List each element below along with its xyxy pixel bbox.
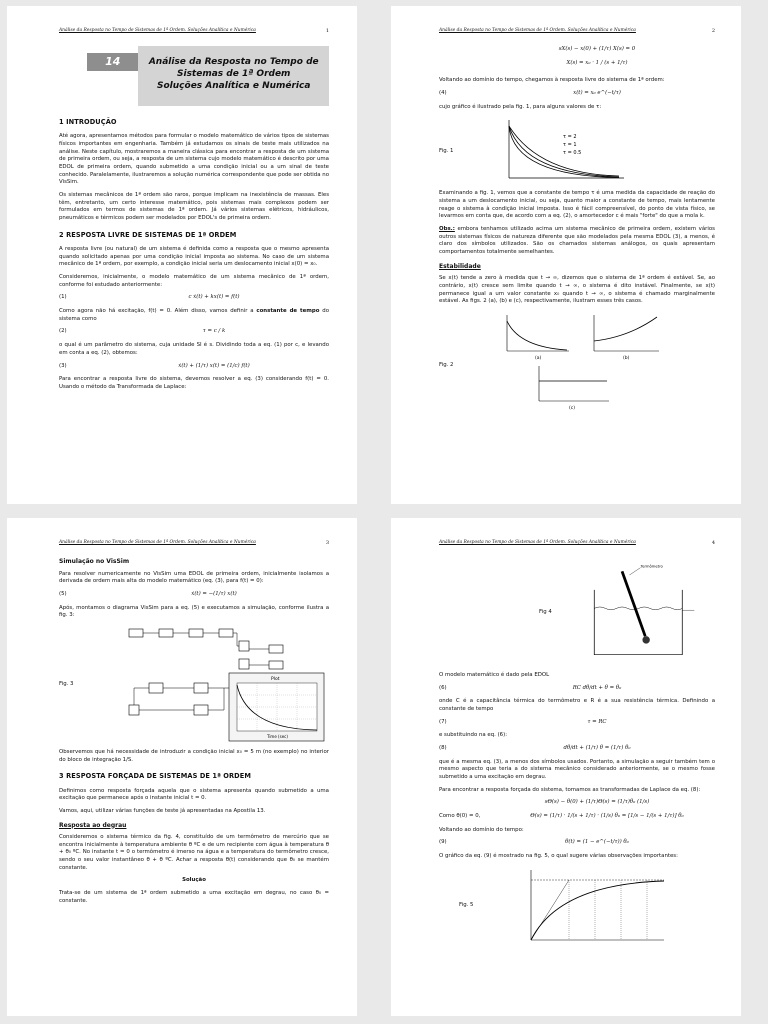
equation: (6) RC dθ/dt + θ = θ₀ xyxy=(439,684,622,691)
running-header: Análise da Resposta no Tempo de Sistemas de 1ª Ordem. Soluções Analítica e Numérica 2 xyxy=(439,28,715,34)
equation: sX(s) − x(0) + (1/τ) X(s) = 0 xyxy=(558,46,636,52)
figure-label: Termômetro xyxy=(640,564,664,569)
paragraph: Observemos que há necessidade de introduzir a condição inicial x₀ = 5 m (no exemplo) no interior do bloco de integração 1/S. xyxy=(59,748,329,763)
paragraph: o qual é um parâmetro do sistema, cuja unidade SI é s. Dividindo toda a eq. (1) por c, e levando em conta a eq. (2), obtemos: xyxy=(59,342,329,356)
page-number: 2 xyxy=(711,28,715,34)
paragraph: e substituindo na eq. (6): xyxy=(439,732,508,739)
legend-label: τ = 2 xyxy=(563,134,577,141)
paragraph: Para encontrar a resposta forçada do sistema, tomamos as transformadas de Laplace da eq. (8): xyxy=(439,786,701,793)
paragraph: Voltando ao domínio do tempo: xyxy=(439,826,524,833)
running-header: Análise da Resposta no Tempo de Sistemas de 1ª Ordem. Soluções Analítica e Numérica 1 xyxy=(59,28,329,34)
section-heading: 2 RESPOSTA LIVRE DE SISTEMAS DE 1ª ORDEM xyxy=(59,230,237,239)
figure-3: Fig. 3 Plot Time (sec) xyxy=(59,625,329,745)
figure-caption: (a) xyxy=(535,355,542,361)
decay-curves-figure xyxy=(499,116,629,186)
unstable-plot xyxy=(594,315,659,361)
subsection-heading: Resposta ao degrau xyxy=(59,821,127,829)
figure-1: Fig. 1 τ = 2 τ = 1 τ = 0.5 xyxy=(439,116,715,186)
paragraph: Se x(t) tende a zero à medida que t → ∞, dizemos que o sistema de 1ª ordem é estável. Se, ao contrário, x(t) cresce sem limite quando t → ∞, o sistema é dito instável. Finalmente, se x(t) permanece igual a um valor constante x₀ quando t → ∞, o sistema é chamado marginalmente estável. As figs. 2 (a), (b) e (c), respectivamente, ilustram esses três casos. xyxy=(439,275,715,305)
running-header: Análise da Resposta no Tempo de Sistemas de 1ª Ordem. Soluções Analítica e Numérica 3 xyxy=(59,540,329,546)
equation: (2) τ = c / k xyxy=(59,328,226,335)
section-heading: 3 RESPOSTA FORÇADA DE SISTEMAS DE 1ª ORDEM xyxy=(59,772,252,781)
paragraph: Para resolver numericamente no VisSim uma EDOL de primeira ordem, inicialmente isolamos a derivada de ordem mais alta do modelo matemático (eq. (3), para f(t) = 0): xyxy=(59,570,329,585)
paragraph: Obs.: embora tenhamos utilizado acima um sistema mecânico de primeira ordem, existem vários outros sistemas físicos de natureza diferente que são modelados pela mesma EDOL (3), a menos, é claro dos símbolos utilizados. São os chamados sistemas análogos, os quais apresentam comportamentos totalmente semelhantes. xyxy=(439,226,715,256)
figure-4: Fig 4 Termômetro xyxy=(439,558,715,668)
marginal-plot xyxy=(539,366,609,411)
paragraph: Como agora não há excitação, f(t) = 0. Além disso, vamos definir a constante de tempo do sistema como xyxy=(59,308,330,322)
plot-window xyxy=(229,673,324,741)
paragraph: Trata-se de um sistema de 1ª ordem submetido a uma excitação em degrau, no caso θ₀ = constante. xyxy=(59,890,329,904)
paragraph: Consideremos, inicialmente, o modelo matemático de um sistema mecânico de 1ª ordem, conforme foi estudado anteriormente: xyxy=(59,274,329,288)
document-page-4 xyxy=(391,518,741,1016)
vissim-diagram xyxy=(119,625,329,745)
page-number: 3 xyxy=(325,540,329,546)
step-response-figure xyxy=(519,866,669,946)
figure-5: Fig. 5 xyxy=(439,866,715,946)
figure-caption: (c) xyxy=(569,405,575,411)
paragraph: O modelo matemático é dado pela EDOL xyxy=(439,672,550,678)
legend-label: τ = 1 xyxy=(563,142,577,149)
paragraph: A resposta livre (ou natural) de um sistema é definida como a resposta que o mesmo apresenta quando solicitado apenas por uma condição inicial imposta ao sistema. No caso de um sistema mecânico de 1ª ordem, por exemplo, a condição inicial seria um deslocamento inicial x(0) = x₀. xyxy=(59,246,329,268)
paragraph: Para encontrar a resposta livre do sistema, devemos resolver a eq. (3) considerando f(t) = 0. Usando o método da Transformada de Laplace: xyxy=(59,376,329,390)
document-page-1 xyxy=(7,6,357,504)
document-page-3 xyxy=(7,518,357,1016)
subsection-heading: Estabilidade xyxy=(439,262,481,270)
equation: Como θ(0) = 0, Θ(s) = (1/τ) · 1/(s + 1/τ) · (1/s) θ₀ = [1/s − 1/(s + 1/τ)] θ₀ xyxy=(439,813,684,820)
paragraph: Após, montamos o diagrama VisSim para a eq. (5) e executamos a simulação, conforme ilustra a fig. 3: xyxy=(59,604,329,619)
paragraph: onde C é a capacitância térmica do termômetro e R é a sua resistência térmica. Definindo a constante de tempo xyxy=(439,698,715,713)
equation: (7) τ = RC xyxy=(439,718,607,725)
equation: (5) ẋ(t) = −(1/τ) x(t) xyxy=(59,590,237,597)
paragraph: Até agora, apresentamos métodos para formular o modelo matemático de vários tipos de sistemas físicos importantes em engenharia. Também já estudamos os sinais de teste mais utilizados na análise. Neste capítulo, mostraremos a maneira clássica para encontrar a resposta de um sistema de primeira ordem, ou seja, a resposta de um sistema cujo modelo matemático é descrito por uma EDOL de primeira ordem, quando submetido a uma condição inicial ou a um sinal de teste conhecido. Paralelamente, ilustraremos a solução numérica correspondente que pode ser obtida no VisSim. xyxy=(59,133,329,186)
equation: (8) dθ/dt + (1/τ) θ = (1/τ) θ₀ xyxy=(439,745,631,752)
paragraph: Examinando a fig. 1, vemos que a constante de tempo τ é uma medida da capacidade de reação do sistema a um deslocamento inicial, ou seja, quanto maior a constante de tempo, mais lentamente reage o sistema à condição inicial imposta. Isso é fácil compreensível, do ponto de vista físico, se levarmos em conta que, de acordo com a eq. (2), o amortecedor c é mais "forte" do que a mola k. xyxy=(439,190,715,220)
chapter-title: Análise da Resposta no Tempo de Sistemas de 1ª Ordem Soluções Analítica e Numérica xyxy=(138,46,329,106)
paragraph: que é a mesma eq. (3), a menos dos símbolos usados. Portanto, a simulação a seguir também tem o mesmo aspecto que teria a do sistema mecânico considerado anteriormente, se o mesmo fosse submetido a uma excitação em degrau. xyxy=(439,758,715,781)
equation: (4) x(t) = x₀ e^(−t/τ) xyxy=(439,90,621,97)
legend-label: τ = 0.5 xyxy=(563,150,582,157)
figure-caption: (b) xyxy=(623,355,630,361)
page-number: 1 xyxy=(325,28,329,34)
paragraph: Consideremos o sistema térmico da fig. 4, constituído de um termômetro de mercúrio que se encontra inicialmente à temperatura ambiente θ ºC e de um recipiente com água à temperatura θ + θ₀ ºC. No instante t = 0 o termômetro é imerso na água e a temperatura do termômetro cresce, sendo o seu valor instantâneo θ + θ ºC. Achar a resposta θ(t) considerando que θ₀ se mantém constante. xyxy=(59,834,329,871)
chapter-title-box xyxy=(87,46,329,106)
section-heading: 1 INTRODUÇÃO xyxy=(59,118,117,126)
equation: (1) c ẋ(t) + kx(t) = f(t) xyxy=(59,294,240,301)
running-header: Análise da Resposta no Tempo de Sistemas de 1ª Ordem. Soluções Analítica e Numérica 4 xyxy=(439,540,715,546)
equation: (3) ẋ(t) + (1/τ) x(t) = (1/c) f(t) xyxy=(59,362,250,369)
paragraph: Vamos, aqui, utilizar várias funções de teste já apresentadas na Apostila 13. xyxy=(59,807,266,814)
plot-title: Plot xyxy=(271,676,280,682)
paragraph: Definimos como resposta forçada aquela que o sistema apresenta quando submetido a uma excitação que permanece após o instante inicial t = 0. xyxy=(59,787,329,802)
stable-plot xyxy=(507,315,569,361)
chapter-number: 14 xyxy=(87,53,138,71)
equation: sΘ(s) − θ(0) + (1/τ)Θ(s) = (1/τ)θ₀ (1/s) xyxy=(544,799,650,806)
thermometer-figure xyxy=(585,558,715,668)
equation: (9) θ(t) = (1 − e^(−t/τ)) θ₀ xyxy=(439,839,629,846)
figure-2: Fig. 2 (a) (b) (c) xyxy=(439,311,715,411)
document-page-2 xyxy=(391,6,741,504)
stability-figures xyxy=(499,311,669,411)
plot-x-label: Time (sec) xyxy=(267,733,288,739)
subsection-heading: Simulação no VisSim xyxy=(59,558,130,565)
paragraph: O gráfico da eq. (9) é mostrado na fig. 5, o qual sugere várias observações importantes: xyxy=(439,853,678,860)
equation: X(s) = x₀ · 1 / (s + 1/τ) xyxy=(566,59,628,66)
paragraph: Voltando ao domínio do tempo, chegamos à resposta livre do sistema de 1ª ordem: xyxy=(439,77,665,84)
solution-label: Solução xyxy=(182,877,206,884)
paragraph: cujo gráfico é ilustrado pela fig. 1, para alguns valores de τ: xyxy=(439,103,602,110)
paragraph: Os sistemas mecânicos de 1ª ordem são raros, porque implicam na inexistência de massas. Eles têm, entretanto, um certo interesse matemático, pois sistemas mais complexos podem ser formulados em termos de sistemas de 1ª ordem. Já vários sistemas elétricos, hidráulicos, pneumáticos e térmicos podem ser modelados por EDOL's de primeira ordem. xyxy=(59,192,329,222)
page-number: 4 xyxy=(711,540,715,546)
